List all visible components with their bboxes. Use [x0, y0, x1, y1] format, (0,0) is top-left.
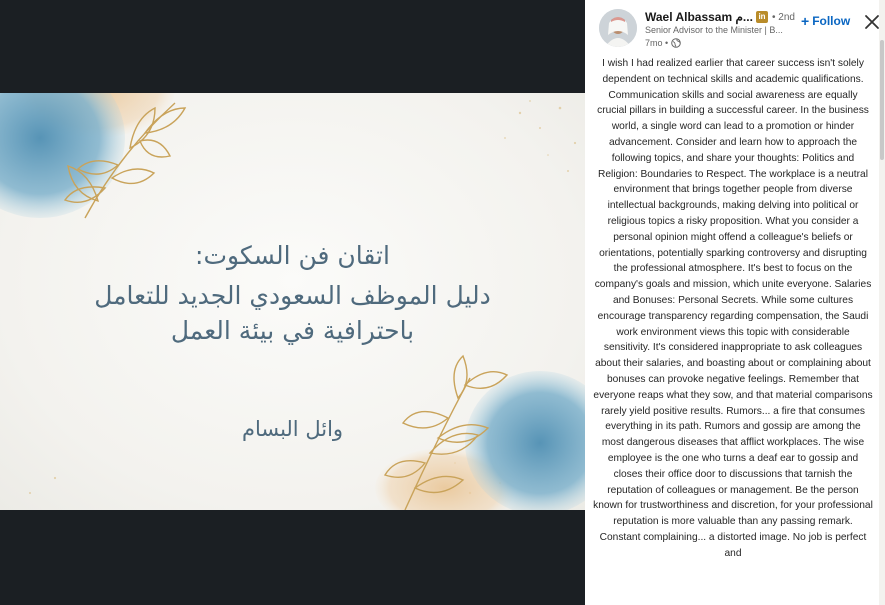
scrollbar[interactable]: [879, 0, 885, 605]
scrollbar-thumb[interactable]: [880, 40, 884, 160]
post-image[interactable]: [0, 93, 585, 510]
post-text: I wish I had realized earlier that career success isn't solely dependent on technical skills and academic qualifications. Communication skills and social awareness are equally crucial pillars in building a successful career. In the business world, a single word can lead to a promotion or hinder advancement. Consider and learn how to approach the following topics, and share your thoughts: Politics and Religion: Boundaries to Respect. The workplace is a neutral environment that brings together people from diverse intellectual backgrounds, making delving into political or religious topics a risky proposition. What you consider a personal opinion might offend a colleague's beliefs or orientations, potentially sparking controversy and disrupting the professional atmosphere. It's best to focus on the company's goals and mission, which unite everyone. Salaries and Bonuses: Personal Secrets. While some cultures encourage transparency regarding compensation, the Saudi work environment views this topic with considerable sensitivity. It's considered inappropriate to ask colleagues about their salaries, and boasting about or complaining about bonuses can provoke negative feelings. Remember that everyone reaps what they sow, and that material comparisons rarely yield positive results. Rumors... a fire that consumes everything in its path. Rumors and gossip are among the most dangerous diseases that afflict workplaces. The wise employee is the one who turns a deaf ear to gossip and closes their office door to discussions that tarnish the reputation of colleagues or management. Be the person known for trustworthiness and discretion, for your professional reputation is more valuable than any passing remark. Constant complaining... a distorted image. No job is perfect and: [593, 58, 873, 559]
person-avatar-icon: [599, 9, 637, 47]
follow-label: Follow: [812, 14, 851, 28]
image-title-line-3: باحترافية في بيئة العمل: [170, 316, 415, 345]
post-age: 7mo •: [645, 38, 669, 48]
author-headline: Senior Advisor to the Minister | B...: [645, 25, 783, 35]
avatar[interactable]: [599, 9, 637, 47]
globe-icon: [671, 38, 681, 48]
follow-button[interactable]: [801, 12, 850, 30]
post-details-panel: [585, 0, 885, 605]
close-button[interactable]: [864, 14, 880, 30]
image-author-name: وائل البسام: [241, 417, 344, 441]
author-name-link[interactable]: Wael Albassam م...: [645, 10, 753, 24]
plus-icon: +: [801, 13, 810, 29]
image-title-line-2: دليل الموظف السعودي الجديد للتعامل: [94, 281, 491, 310]
linkedin-premium-icon: in: [756, 11, 768, 23]
close-icon: [864, 14, 880, 30]
image-title-line-1: اتقان فن السكوت:: [195, 241, 390, 270]
post-timestamp: [645, 38, 681, 48]
connection-degree: • 2nd: [772, 12, 795, 23]
